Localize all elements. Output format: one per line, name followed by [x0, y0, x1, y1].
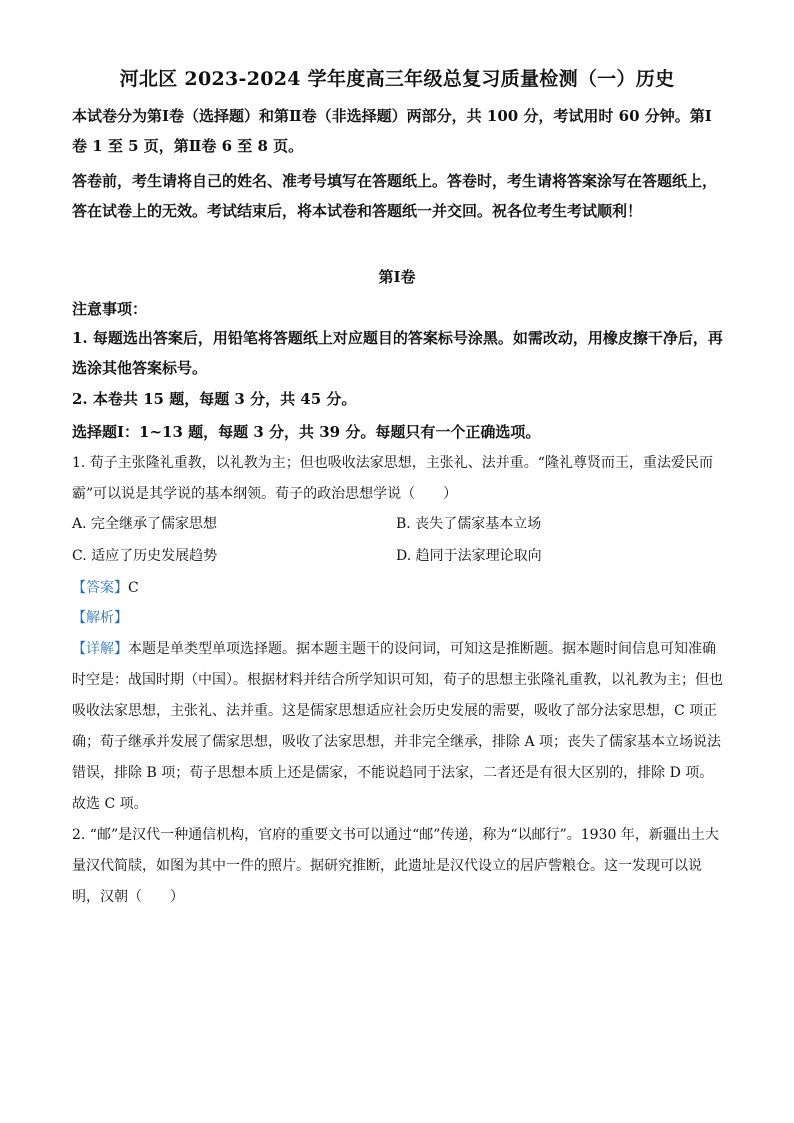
- notice-item-1: [72, 323, 724, 383]
- detail-text: 本题是单类型单项选择题。据本题主题干的设问词，可知这是推断题。据本题时间信息可知准确时空是：战国时期（中国）。根据材料并结合所学知识可知，荀子的思想主张隆礼重教，以礼教为主；但也吸收法家思想，主张礼、法并重。这是儒家思想适应社会历史发展的需要，吸收了部分法家思想，C 项正确；荀子继承并发展了儒家思想，吸收了法家思想，并非完全继承，排除 A 项；丧失了儒家基本立场说法错误，排除 B 项；荀子思想本质上还是儒家，不能说趋同于法家，二者还是有很大区别的，排除 D 项。: [72, 641, 723, 781]
- page-title: 河北区 2023-2024 学年度高三年级总复习质量检测（一）历史: [119, 68, 675, 90]
- question-1-detail: [72, 634, 724, 789]
- question-1-option-a[interactable]: A. 完全继承了儒家思想: [72, 516, 218, 532]
- notice-title: 注意事项：: [72, 300, 148, 318]
- question-1-analysis-label: [72, 606, 128, 630]
- choice-section-header: 选择题Ⅰ：1~13 题，每题 3 分，共 39 分。每题只有一个正确选项。: [72, 423, 541, 441]
- question-1-text: 1. 荀子主张隆礼重教，以礼教为主；但也吸收法家思想，主张礼、法并重。“隆礼尊贤而王，重法爱民而霸”可以说是其学说的基本纲领。荀子的政治思想学说（ ）: [72, 455, 713, 502]
- detail-label: 【详解】: [72, 641, 128, 657]
- question-2-stem: [72, 820, 724, 913]
- question-1-option-c[interactable]: C. 适应了历史发展趋势: [72, 548, 218, 564]
- question-1-stem: [72, 448, 724, 510]
- intro-text-2: 答卷前，考生请将自己的姓名、准考号填写在答题纸上。答卷时，考生请将答案涂写在答题纸上，答在试卷上的无效。考试结束后，将本试卷和答题纸一并交回。祝各位考生考试顺利！: [72, 172, 718, 220]
- answer-value: C: [128, 580, 139, 596]
- question-1-option-d[interactable]: D. 趋同于法家理论取向: [396, 548, 542, 564]
- question-2-text: 2. “邮”是汉代一种通信机构，官府的重要文书可以通过“邮”传递，称为“以邮行”。1930 年，新疆出土大量汉代简牍，如图为其中一件的照片。据研究推断，此遗址是汉代设立的居庐訾粮仓。这一发现可以说明，汉朝（ ）: [72, 827, 719, 905]
- question-1-answer: [72, 576, 139, 600]
- answer-label: 【答案】: [72, 580, 128, 596]
- question-1-option-b[interactable]: B. 丧失了儒家基本立场: [396, 516, 542, 532]
- question-1-conclusion: 故选 C 项。: [72, 796, 148, 812]
- notice-item-2: 2. 本卷共 15 题，每题 3 分，共 45 分。: [72, 390, 357, 408]
- intro-text-1: 本试卷分为第Ⅰ卷（选择题）和第Ⅱ卷（非选择题）两部分，共 100 分，考试用时 60 分钟。第Ⅰ卷 1 至 5 页，第Ⅱ卷 6 至 8 页。: [72, 107, 712, 155]
- section-title: 第Ⅰ卷: [378, 268, 416, 286]
- intro-paragraph-1: [72, 101, 724, 161]
- notice-text-1: 1. 每题选出答案后，用铅笔将答题纸上对应题目的答案标号涂黑。如需改动，用橡皮擦干净后，再选涂其他答案标号。: [72, 329, 723, 377]
- intro-paragraph-2: [72, 166, 724, 226]
- analysis-label: 【解析】: [72, 610, 128, 626]
